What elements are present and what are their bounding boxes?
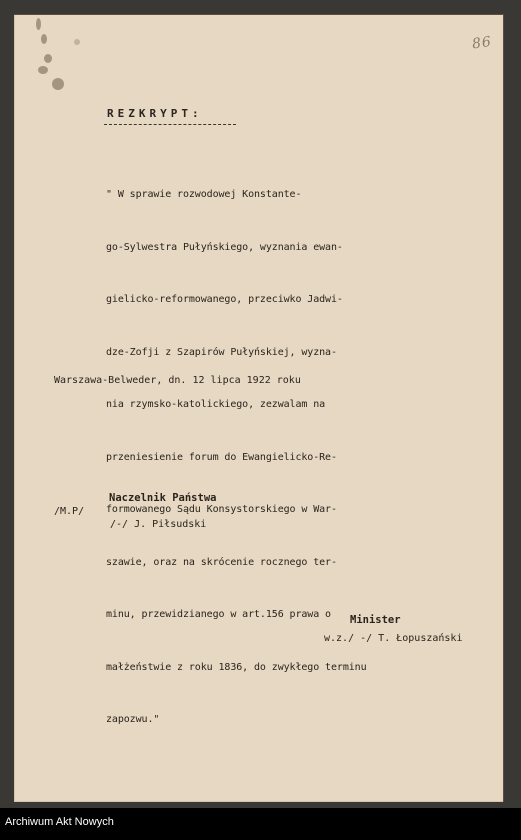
body-line: go-Sylwestra Pułyńskiego, wyznania ewan- [106,241,343,253]
place-and-date: Warszawa-Belweder, dn. 12 lipca 1922 roku [54,375,301,386]
body-line: dze-Zofji z Szapirów Pułyńskiej, wyzna- [106,346,337,358]
ink-stain [36,18,41,30]
ink-stain [44,54,52,63]
minister-signature: w.z./ -/ T. Łopuszański [324,633,463,644]
ink-stain [52,78,64,90]
archive-footer-bar [0,808,521,840]
archive-footer-label: Archiwum Akt Nowych [5,816,114,828]
body-line: minu, przewidzianego w art.156 prawa o [106,609,331,620]
body-line: szawie, oraz na skrócenie rocznego ter- [106,556,337,568]
body-line: nia rzymsko-katolickiego, zezwalam na [106,399,326,410]
body-line: gielicko-reformowanego, przeciwko Jadwi- [106,294,343,305]
head-of-state-signature: /-/ J. Piłsudski [110,519,207,530]
body-line: formowanego Sądu Konsystorskiego w War- [106,504,337,515]
document-page [14,14,504,802]
body-line: małżeństwie z roku 1836, do zwykłego terminu [106,661,367,673]
document-title: REZKRYPT: [107,107,203,120]
body-line: " W sprawie rozwodowej Konstante- [106,189,302,200]
seal-mark: /M.P/ [54,506,85,517]
archive-page-number: 86 [471,33,493,53]
ink-stain [38,66,48,74]
head-of-state-title: Naczelnik Państwa [109,492,217,504]
body-line: zapozwu." [106,714,160,725]
ink-stain [41,34,47,44]
minister-title: Minister [350,614,401,626]
page-border-right [503,14,504,802]
body-line: przeniesienie forum do Ewangielicko-Re- [106,451,337,463]
page-border-top [14,14,504,15]
title-underline [104,124,236,125]
rescript-body [106,151,366,764]
ink-stain [74,39,80,45]
